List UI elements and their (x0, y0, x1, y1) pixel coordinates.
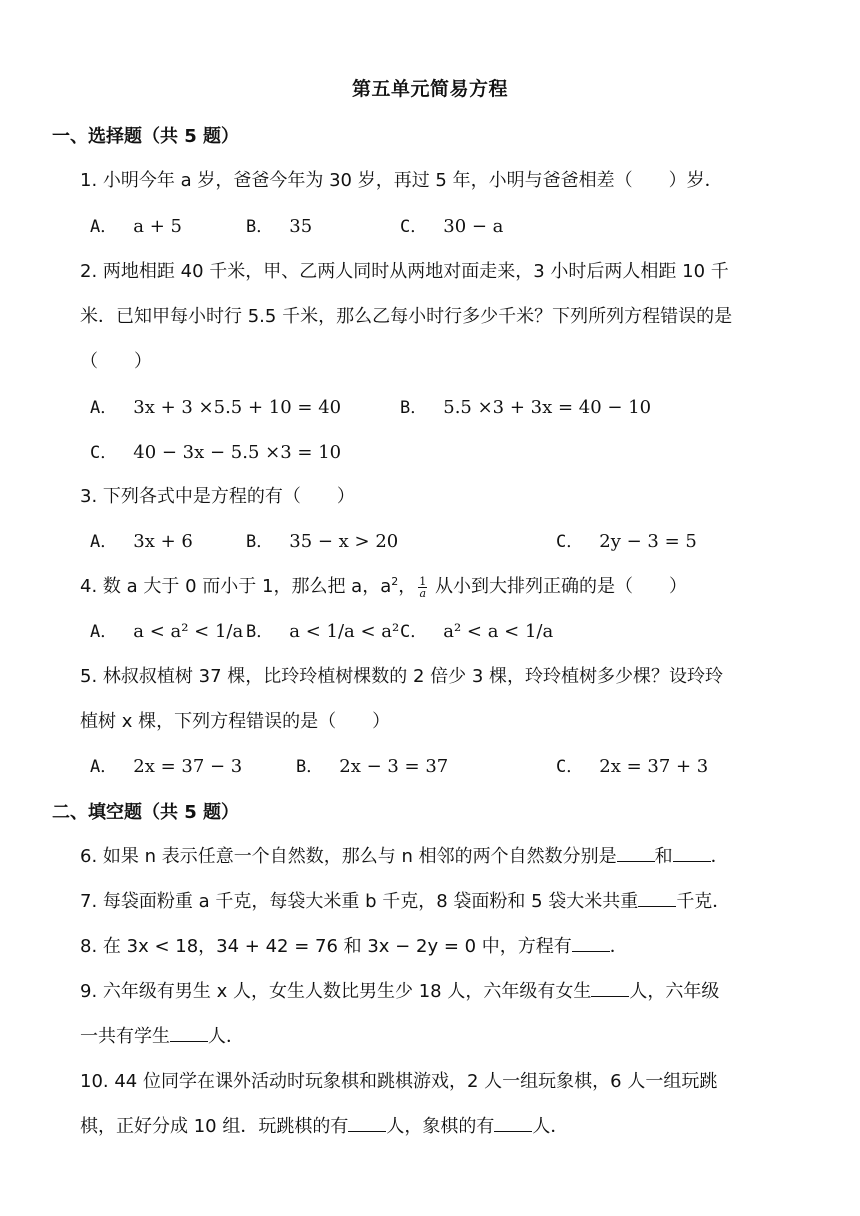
option-label: C． (400, 622, 428, 642)
option-label: C． (556, 757, 584, 777)
fraction-denominator: a (419, 586, 427, 600)
question-10-text-line1: 10. 44 位同学在课外活动时玩象棋和跳棋游戏，2 人一组玩象棋，6 人一组玩跳 (80, 1071, 718, 1092)
q6-part-a: 6. 如果 n 表示任意一个自然数，那么与 n 相邻的两个自然数分别是 (80, 846, 617, 867)
q4-option-a (90, 617, 243, 642)
option-label: B． (296, 757, 324, 777)
question-1-text: 1. 小明今年 a 岁，爸爸今年为 30 岁，再过 5 年，小明与爸爸相差（ ）岁． (80, 170, 723, 191)
answer-blank[interactable] (572, 935, 610, 952)
q4-option-b (246, 617, 399, 642)
q9-part-d: 人． (208, 1026, 244, 1047)
option-label: C． (90, 443, 118, 463)
answer-blank[interactable] (617, 845, 655, 862)
question-9-text-line1 (80, 977, 719, 1003)
page-title: 第五单元简易方程 (351, 78, 508, 100)
option-label: A． (90, 532, 118, 552)
question-2-text-line2: 米．已知甲每小时行 5.5 千米，那么乙每小时行多少千米？下列所列方程错误的是 (80, 306, 733, 327)
q10-part-c: 人． (532, 1116, 569, 1137)
fraction-numerator: 1 (419, 574, 427, 588)
answer-blank[interactable] (170, 1025, 208, 1042)
option-value: a < a² < 1/a (133, 621, 244, 642)
question-2-text-line1: 2. 两地相距 40 千米，甲、乙两人同时从两地对面走来，3 小时后两人相距 10 千 (80, 261, 729, 282)
option-label: B． (246, 217, 274, 237)
option-value: 2x = 37 + 3 (599, 756, 709, 777)
answer-blank[interactable] (348, 1115, 386, 1132)
question-3-text: 3. 下列各式中是方程的有（ ） (80, 486, 355, 507)
q1-option-b (246, 212, 312, 237)
q8-part-b: ． (609, 936, 628, 957)
q5-option-b (296, 752, 448, 777)
q4-suffix: 从小到大排列正确的是（ ） (429, 576, 687, 597)
q6-part-b: 和 (654, 846, 673, 867)
section-heading-fill: 二、填空题（共 5 题） (52, 802, 240, 823)
q1-option-a (90, 212, 182, 237)
q10-part-b: 人，象棋的有 (386, 1116, 495, 1137)
q2-option-b (400, 393, 651, 418)
option-value: a² < a < 1/a (443, 621, 554, 642)
option-value: 5.5 ×3 + 3x = 40 − 10 (443, 397, 652, 418)
q4-prefix: 4. 数 a 大于 0 而小于 1，那么把 a，a (80, 576, 392, 597)
option-value: 2x = 37 − 3 (133, 756, 243, 777)
option-value: 35 (289, 216, 313, 237)
answer-blank[interactable] (591, 980, 629, 997)
option-value: 35 − x > 20 (289, 531, 399, 552)
question-7-text (80, 887, 730, 913)
option-value: 3x + 6 (133, 531, 193, 552)
question-5-text-line2: 植树 x 棵，下列方程错误的是（ ） (80, 711, 391, 732)
answer-blank[interactable] (494, 1115, 532, 1132)
q4-option-c (400, 617, 553, 642)
option-label: B． (400, 398, 428, 418)
option-value: 2y − 3 = 5 (599, 531, 697, 552)
option-label: B． (246, 532, 274, 552)
option-value: 3x + 3 ×5.5 + 10 = 40 (133, 397, 342, 418)
q2-option-c (90, 438, 341, 463)
q2-option-a (90, 393, 341, 418)
q7-part-a: 7. 每袋面粉重 a 千克，每袋大米重 b 千克，8 袋面粉和 5 袋大米共重 (80, 891, 639, 912)
q3-option-c (556, 527, 697, 552)
q3-option-b (246, 527, 398, 552)
question-2-text-line3: （ ） (80, 351, 152, 372)
option-label: B． (246, 622, 274, 642)
question-4-text (80, 572, 687, 599)
option-label: A． (90, 398, 118, 418)
q4-mid: ， (398, 576, 417, 597)
q9-part-b: 人，六年级 (629, 981, 720, 1002)
answer-blank[interactable] (673, 845, 711, 862)
answer-blank[interactable] (638, 890, 676, 907)
option-label: A． (90, 622, 118, 642)
option-label: A． (90, 217, 118, 237)
question-5-text-line1: 5. 林叔叔植树 37 棵，比玲玲植树棵数的 2 倍少 3 棵，玲玲植树多少棵？设玲玲 (80, 666, 724, 687)
question-10-text-line2 (80, 1112, 568, 1138)
option-label: C． (400, 217, 428, 237)
question-9-text-line2 (80, 1022, 244, 1048)
option-label: C． (556, 532, 584, 552)
q8-part-a: 8. 在 3x < 18，34 + 42 = 76 和 3x − 2y = 0 中，方程有 (80, 936, 572, 957)
q10-part-a: 棋，正好分成 10 组．玩跳棋的有 (80, 1116, 349, 1137)
option-value: 2x − 3 = 37 (339, 756, 449, 777)
q6-part-c: ． (710, 846, 729, 867)
q1-option-c (400, 212, 503, 237)
q7-part-b: 千克． (676, 891, 731, 912)
q9-part-c: 一共有学生 (80, 1026, 170, 1047)
q5-option-c (556, 752, 708, 777)
q3-option-a (90, 527, 193, 552)
q5-option-a (90, 752, 242, 777)
q4-exponent: 2 (391, 575, 399, 588)
q9-part-a: 9. 六年级有男生 x 人，女生人数比男生少 18 人，六年级有女生 (80, 981, 592, 1002)
option-label: A． (90, 757, 118, 777)
option-value: 40 − 3x − 5.5 ×3 = 10 (133, 442, 342, 463)
question-8-text (80, 932, 628, 958)
q4-fraction (418, 576, 427, 599)
question-6-text (80, 842, 729, 868)
option-value: a + 5 (133, 216, 182, 237)
option-value: a < 1/a < a² (289, 621, 400, 642)
section-heading-choice: 一、选择题（共 5 题） (52, 126, 240, 147)
option-value: 30 − a (443, 216, 504, 237)
